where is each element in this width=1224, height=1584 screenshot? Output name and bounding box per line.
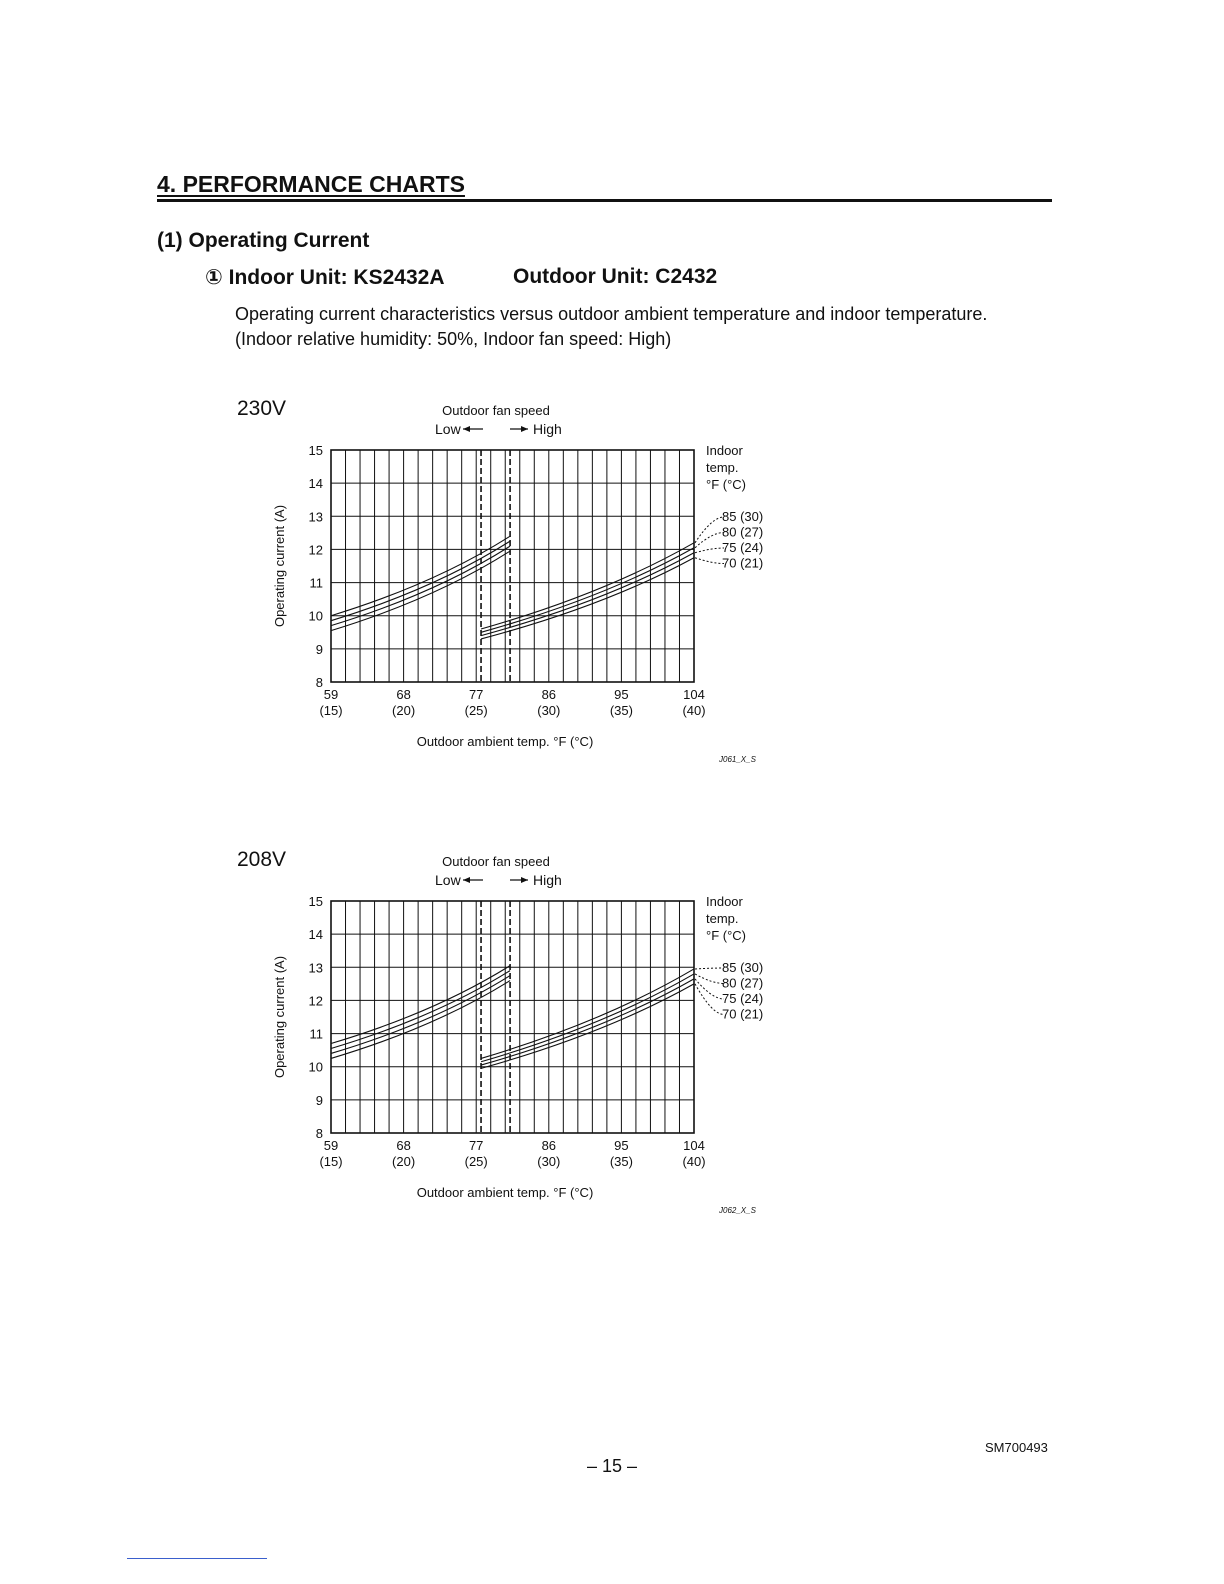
x-tick-label-f: 59	[323, 687, 339, 702]
legend-title-line: °F (°C)	[706, 928, 746, 943]
y-tick-label: 15	[308, 894, 323, 909]
y-axis-label: Operating current (A)	[272, 955, 287, 1079]
series-line-low-1	[331, 541, 510, 621]
legend-leader	[695, 548, 724, 553]
y-tick-label: 9	[315, 1092, 323, 1108]
x-tick-label-f: 77	[468, 1138, 484, 1153]
fan-low-label: Low	[435, 872, 461, 888]
y-axis-label: Operating current (A)	[272, 504, 287, 628]
legend-title-line: temp.	[706, 911, 739, 926]
x-axis-label: Outdoor ambient temp. °F (°C)	[416, 734, 594, 749]
legend-entry: 75 (24)	[722, 991, 764, 1006]
x-tick-label-f: 86	[541, 1138, 557, 1153]
plot-frame	[331, 450, 694, 682]
x-tick-label-f: 95	[614, 687, 629, 702]
legend-leader	[695, 974, 724, 984]
voltage-label-230v: 230V	[237, 397, 287, 420]
x-tick-label-f: 95	[614, 1138, 629, 1153]
legend-leader	[695, 968, 724, 969]
x-tick-label-f: 104	[683, 1138, 705, 1153]
section-title: 4. PERFORMANCE CHARTS	[157, 171, 465, 197]
x-tick-label-c: (30)	[537, 703, 561, 718]
y-tick-label: 9	[315, 641, 323, 657]
y-tick-label: 8	[315, 1126, 323, 1141]
series-line-low-0	[331, 966, 510, 1044]
series-line-low-3	[331, 551, 510, 631]
legend-leader	[695, 517, 724, 543]
legend-title-line: Indoor	[706, 443, 743, 458]
series-line-low-0	[331, 536, 510, 616]
x-tick-label-c: (25)	[464, 703, 488, 718]
y-tick-label: 10	[308, 1059, 323, 1075]
fan-high-label: High	[533, 872, 562, 888]
document-code: SM700493	[985, 1440, 1048, 1455]
x-tick-label-f: 77	[468, 687, 484, 702]
indoor-unit-label: Indoor Unit: KS2432A	[228, 266, 445, 289]
x-tick-label-c: (35)	[609, 1154, 633, 1169]
x-tick-label-c: (20)	[392, 703, 416, 718]
y-tick-label: 15	[308, 443, 323, 458]
series-line-low-2	[331, 976, 510, 1054]
x-tick-label-c: (15)	[319, 703, 343, 718]
plot-frame	[331, 901, 694, 1133]
x-axis-label: Outdoor ambient temp. °F (°C)	[416, 1185, 594, 1200]
y-tick-label: 8	[315, 675, 323, 690]
x-tick-label-f: 68	[396, 1138, 411, 1153]
legend-title-line: °F (°C)	[706, 477, 746, 492]
legend-leader	[695, 979, 724, 999]
unit-circle-number: ①	[205, 266, 223, 289]
legend-entry: 85 (30)	[722, 960, 764, 975]
section-rule	[157, 199, 1052, 202]
x-tick-label-c: (20)	[392, 1154, 416, 1169]
bottom-rule	[127, 1558, 267, 1559]
legend-entry: 70 (21)	[722, 1006, 764, 1022]
y-tick-label: 12	[308, 542, 323, 558]
x-tick-label-c: (30)	[537, 1154, 561, 1169]
operating-current-chart-208v	[0, 846, 820, 1226]
voltage-label-208v: 208V	[237, 848, 287, 871]
x-tick-label-f: 86	[541, 687, 557, 702]
fan-speed-title: Outdoor fan speed	[442, 403, 550, 418]
x-tick-label-c: (40)	[682, 1154, 706, 1169]
x-tick-label-f: 104	[683, 687, 705, 702]
y-tick-label: 13	[308, 960, 323, 976]
legend-entry: 80 (27)	[722, 524, 764, 540]
legend-entry: 85 (30)	[722, 509, 764, 524]
legend-entry: 70 (21)	[722, 555, 764, 571]
figure-code: J061_X_S	[719, 755, 756, 764]
legend-entry: 75 (24)	[722, 540, 764, 555]
fan-low-label: Low	[435, 421, 461, 437]
legend-title-line: temp.	[706, 460, 739, 475]
fan-high-label: High	[533, 421, 562, 437]
fan-high-arrowhead	[521, 426, 528, 432]
x-tick-label-f: 68	[396, 687, 411, 702]
y-tick-label: 13	[308, 509, 323, 525]
x-tick-label-c: (40)	[682, 703, 706, 718]
legend-leader	[695, 533, 724, 548]
series-line-low-1	[331, 971, 510, 1049]
fan-low-arrowhead	[463, 877, 470, 883]
fan-speed-title: Outdoor fan speed	[442, 854, 550, 869]
fan-low-arrowhead	[463, 426, 470, 432]
y-tick-label: 11	[309, 1026, 323, 1042]
x-tick-label-c: (25)	[464, 1154, 488, 1169]
y-tick-label: 12	[308, 993, 323, 1009]
fan-high-arrowhead	[521, 877, 528, 883]
legend-title-line: Indoor	[706, 894, 743, 909]
x-tick-label-c: (15)	[319, 1154, 343, 1169]
figure-code: J062_X_S	[719, 1206, 756, 1215]
description-line-1: Operating current characteristics versus outdoor ambient temperature and indoor temperature.	[235, 304, 988, 324]
y-tick-label: 14	[308, 927, 323, 943]
subsection-title: (1) Operating Current	[157, 229, 370, 252]
series-line-low-3	[331, 981, 510, 1059]
series-line-low-2	[331, 546, 510, 626]
x-tick-label-f: 59	[323, 1138, 339, 1153]
y-tick-label: 10	[308, 608, 323, 624]
page-number: – 15 –	[586, 1456, 638, 1476]
unit-line	[205, 265, 718, 290]
y-tick-label: 11	[309, 575, 323, 591]
description-line-2: (Indoor relative humidity: 50%, Indoor fan speed: High)	[235, 329, 672, 349]
y-tick-label: 14	[308, 476, 323, 492]
x-tick-label-c: (35)	[609, 703, 633, 718]
legend-leader	[695, 558, 724, 564]
outdoor-unit-label: Outdoor Unit: C2432	[513, 265, 718, 288]
legend-leader	[695, 984, 724, 1015]
legend-entry: 80 (27)	[722, 975, 764, 991]
operating-current-chart-230v	[0, 395, 820, 775]
series-line-high-0	[481, 969, 694, 1058]
